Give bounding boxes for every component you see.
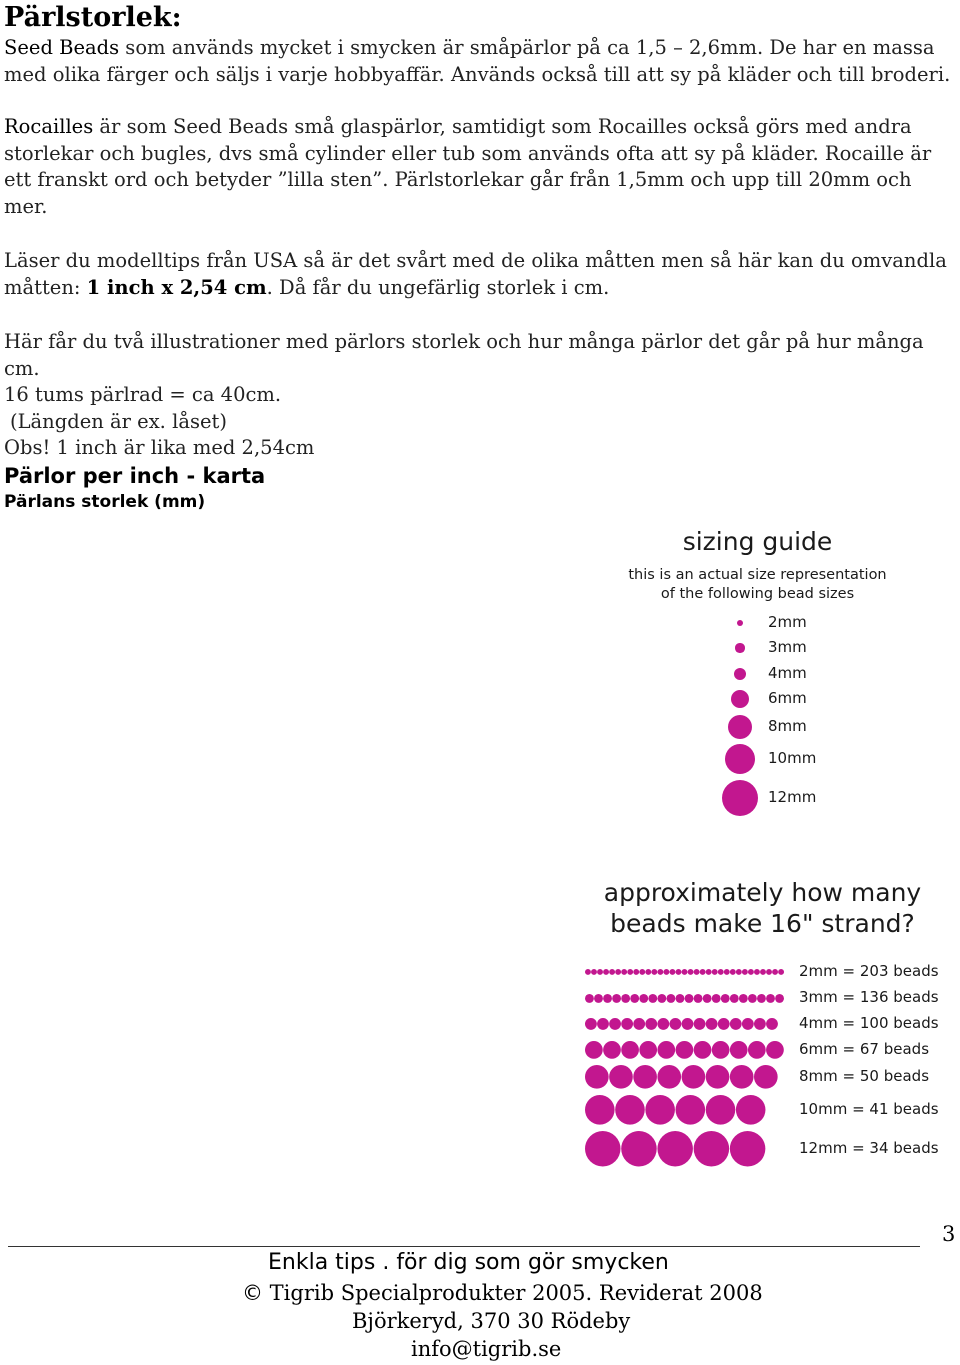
strand-row-8mm — [583, 1063, 791, 1091]
footer-copyright — [242, 1279, 763, 1307]
strand-bead — [706, 1018, 718, 1030]
strand-bead — [682, 1065, 706, 1089]
strand-bead — [609, 1018, 621, 1030]
strand-bead — [591, 969, 597, 975]
strand-bead — [766, 1018, 778, 1030]
strand-row-12mm — [583, 1129, 791, 1169]
paragraph-rocailles — [4, 114, 956, 220]
strand-bead — [706, 1095, 736, 1125]
page-title: Pärlstorlek: — [4, 2, 182, 33]
strand-bead — [718, 969, 724, 975]
strand-bead — [712, 994, 721, 1003]
strand-bead — [760, 969, 766, 975]
strand-bead — [609, 1065, 633, 1089]
strand-bead — [766, 1041, 784, 1059]
strand-bead — [736, 969, 742, 975]
guide-subtitle-2: of the following bead sizes — [660, 586, 855, 602]
strand-bead — [682, 1018, 694, 1030]
conversion-outro: . Då får du ungefärlig storlek i cm. — [266, 275, 610, 299]
strand-bead — [597, 1018, 609, 1030]
strand-bead — [676, 1041, 694, 1059]
strand-bead — [633, 1018, 645, 1030]
copyright-icon: © — [242, 1281, 263, 1305]
footer-address: Björkeryd, 370 30 Rödeby — [352, 1309, 631, 1333]
strand-bead — [669, 969, 675, 975]
strand-bead — [645, 969, 651, 975]
paragraph-rocailles-text: är som Seed Beads små glaspärlor, samtidigt som Rocailles också görs med andra storlekar och bugles, dvs små cylinder eller tub som används ofta att sy på kläder. Rocaille är ett franskt ord och betyder ”lilla sten”. Pärlstorlekar går från 1,5mm och upp till 20mm och mer. — [4, 115, 932, 218]
strand-bead — [766, 969, 772, 975]
size-label-3mm: 3mm — [768, 638, 807, 656]
size-label-12mm: 12mm — [768, 788, 817, 806]
strand-bead — [772, 969, 778, 975]
strand-row-10mm — [583, 1093, 791, 1127]
strand-row-6mm — [583, 1039, 791, 1061]
strand-length-note: 16 tums pärlrad = ca 40cm. — [4, 383, 282, 406]
strand-bead — [775, 994, 784, 1003]
guide-subtitle-1: this is an actual size representation — [628, 567, 887, 583]
strand-bead — [615, 969, 621, 975]
strand-bead — [603, 994, 612, 1003]
strand-bead — [694, 1131, 730, 1167]
strand-bead — [742, 969, 748, 975]
conversion-formula: 1 inch x 2,54 cm — [86, 275, 267, 299]
size-bead-8mm — [728, 715, 752, 739]
strand-bead — [730, 1041, 748, 1059]
strand-bead — [585, 1065, 609, 1089]
strand-bead — [585, 969, 591, 975]
strand-row-4mm — [583, 1016, 791, 1032]
strand-bead — [621, 969, 627, 975]
strand-bead — [612, 994, 621, 1003]
strand-bead — [730, 1131, 766, 1167]
strand-bead — [627, 969, 633, 975]
footer-tagline: Enkla tips . för dig som gör smycken — [268, 1250, 669, 1275]
strand-bead — [754, 1018, 766, 1030]
footer-divider — [8, 1246, 920, 1247]
strand-bead — [621, 1041, 639, 1059]
strand-bead — [657, 1065, 681, 1089]
size-label-6mm: 6mm — [768, 689, 807, 707]
strand-bead — [730, 994, 739, 1003]
strand-bead — [585, 1041, 603, 1059]
strand-bead — [748, 994, 757, 1003]
strand-row-2mm — [583, 967, 791, 977]
strand-bead — [645, 1095, 675, 1125]
strand-label-12mm: 12mm = 34 beads — [799, 1139, 939, 1157]
strand-bead — [748, 969, 754, 975]
strand-bead — [694, 969, 700, 975]
strand-bead — [718, 1018, 730, 1030]
paragraph-illustrations: Här får du två illustrationer med pärlors storlek och hur många pärlor det går på hur många cm. — [4, 330, 924, 380]
strand-bead — [585, 1131, 621, 1167]
strand-bead — [657, 1131, 693, 1167]
strand-bead — [639, 969, 645, 975]
strand-bead — [621, 994, 630, 1003]
strand-label-8mm: 8mm = 50 beads — [799, 1067, 930, 1085]
strand-bead — [621, 1018, 633, 1030]
strand-label-10mm: 10mm = 41 beads — [799, 1100, 939, 1118]
strand-bead — [639, 1041, 657, 1059]
strand-bead — [603, 1041, 621, 1059]
strand-bead — [724, 969, 730, 975]
strand-bead — [730, 969, 736, 975]
strand-label-4mm: 4mm = 100 beads — [799, 1014, 939, 1032]
strand-bead — [700, 969, 706, 975]
strand-bead — [639, 994, 648, 1003]
strand-bead — [757, 994, 766, 1003]
strand-bead — [676, 969, 682, 975]
strand-bead — [721, 994, 730, 1003]
term-seed-beads: Seed Beads — [4, 36, 120, 59]
strand-bead — [676, 994, 685, 1003]
strand-row-3mm — [583, 992, 791, 1005]
strand-question-2: beads make 16" strand? — [610, 909, 915, 938]
size-bead-2mm — [737, 620, 743, 626]
strand-bead — [669, 1018, 681, 1030]
strand-bead — [603, 969, 609, 975]
strand-bead — [585, 1018, 597, 1030]
strand-bead — [663, 969, 669, 975]
strand-label-6mm: 6mm = 67 beads — [799, 1040, 930, 1058]
strand-bead — [633, 1065, 657, 1089]
paragraph-seed-beads-text: som används mycket i smycken är småpärlor på ca 1,5 – 2,6mm. De har en massa med olika färger och säljs i varje hobbyaffär. Används också till att sy på kläder och till broderi. — [4, 36, 951, 86]
footer-email: info@tigrib.se — [411, 1337, 562, 1361]
strand-bead — [615, 1095, 645, 1125]
guide-title: sizing guide — [682, 527, 833, 556]
strand-bead — [651, 969, 657, 975]
strand-bead — [657, 994, 666, 1003]
inch-note: Obs! 1 inch är lika med 2,54cm — [4, 436, 315, 459]
paragraph-seed-beads — [4, 35, 956, 88]
size-bead-10mm — [725, 744, 756, 775]
strand-bead — [585, 994, 594, 1003]
heading-beads-per-inch: Pärlor per inch - karta — [4, 464, 266, 488]
size-bead-4mm — [734, 668, 746, 680]
strand-bead — [730, 1018, 742, 1030]
strand-bead — [730, 1065, 754, 1089]
strand-bead — [594, 994, 603, 1003]
strand-bead — [778, 969, 784, 975]
strand-bead — [736, 1095, 766, 1125]
strand-bead — [682, 969, 688, 975]
strand-bead — [694, 1018, 706, 1030]
size-label-10mm: 10mm — [768, 749, 817, 767]
strand-bead — [609, 969, 615, 975]
strand-bead — [648, 994, 657, 1003]
strand-bead — [703, 994, 712, 1003]
strand-bead — [739, 994, 748, 1003]
strand-bead — [742, 1018, 754, 1030]
strand-bead — [754, 1065, 778, 1089]
heading-bead-size: Pärlans storlek (mm) — [4, 492, 206, 512]
sizing-guide-illustration — [565, 515, 960, 1175]
strand-question-1: approximately how many — [603, 878, 922, 907]
strand-bead — [666, 994, 675, 1003]
strand-bead — [597, 969, 603, 975]
page-number: 3 — [942, 1222, 956, 1246]
term-rocailles: Rocailles — [4, 115, 94, 138]
strand-bead — [621, 1131, 657, 1167]
strand-bead — [706, 1065, 730, 1089]
strand-bead — [694, 1041, 712, 1059]
strand-bead — [685, 994, 694, 1003]
strand-label-3mm: 3mm = 136 beads — [799, 988, 939, 1006]
strand-bead — [706, 969, 712, 975]
strand-bead — [657, 1018, 669, 1030]
conversion-intro: Läser du modelltips från USA så är det svårt med de olika måtten men så här kan du omvandla måtten: — [4, 249, 947, 299]
strand-bead — [585, 1095, 615, 1125]
strand-bead — [633, 969, 639, 975]
paragraph-conversion — [4, 248, 956, 301]
strand-bead — [676, 1095, 706, 1125]
strand-bead — [630, 994, 639, 1003]
strand-bead — [657, 1041, 675, 1059]
size-bead-12mm — [722, 780, 759, 817]
size-bead-3mm — [735, 643, 744, 652]
strand-bead — [754, 969, 760, 975]
size-label-8mm: 8mm — [768, 717, 807, 735]
length-clarification: (Längden är ex. låset) — [10, 410, 227, 433]
strand-bead — [645, 1018, 657, 1030]
strand-bead — [657, 969, 663, 975]
strand-bead — [694, 994, 703, 1003]
strand-bead — [712, 969, 718, 975]
size-label-2mm: 2mm — [768, 613, 807, 631]
footer-copyright-text: Tigrib Specialprodukter 2005. Reviderat 2008 — [263, 1281, 763, 1305]
strand-bead — [766, 994, 775, 1003]
strand-bead — [688, 969, 694, 975]
strand-label-2mm: 2mm = 203 beads — [799, 962, 939, 980]
size-label-4mm: 4mm — [768, 664, 807, 682]
strand-bead — [712, 1041, 730, 1059]
size-bead-6mm — [731, 690, 749, 708]
strand-bead — [748, 1041, 766, 1059]
